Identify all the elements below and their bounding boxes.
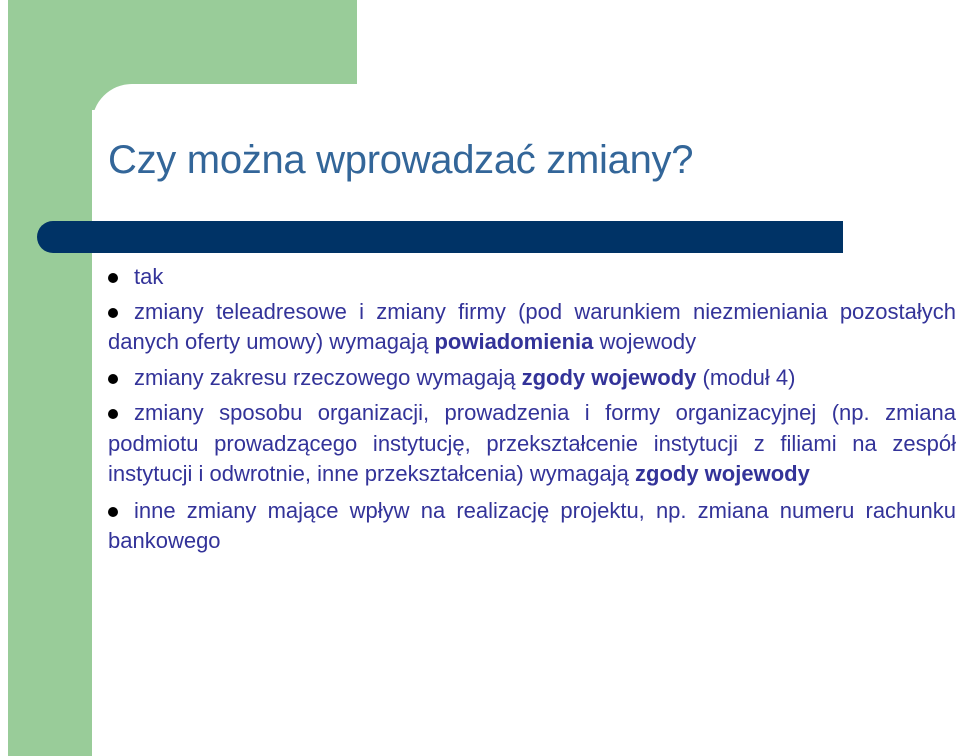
bullet-text: (moduł 4) bbox=[696, 364, 796, 390]
bullet-icon bbox=[108, 273, 118, 283]
bullet-text: zmiany sposobu organizacji, prowadzenia i formy organizacyjnej (np. zmiana podmiotu prowadzącego instytucję, przekształcenie instytucji z filiami na zespół instytucji i odwrotnie, inne przekształcenia) wymagają bbox=[108, 400, 956, 486]
bullet-text-bold: zgody wojewody bbox=[635, 461, 810, 486]
bullet-text: zmiany zakresu rzeczowego wymagają bbox=[134, 364, 522, 390]
bullet-item-organizacja bbox=[108, 398, 956, 490]
decor-green-left bbox=[8, 0, 92, 756]
bullet-item-zakres bbox=[108, 363, 956, 394]
slide-title: Czy można wprowadzać zmiany? bbox=[108, 138, 694, 182]
title-rule bbox=[37, 221, 843, 253]
bullet-item-inne bbox=[108, 496, 956, 557]
bullet-item-teleadresowe bbox=[108, 297, 956, 358]
bullet-text: inne zmiany mające wpływ na realizację projektu, np. zmiana numeru rachunku bankowego bbox=[108, 497, 956, 553]
bullet-icon bbox=[108, 409, 118, 419]
bullet-icon bbox=[108, 374, 118, 384]
bullet-list bbox=[108, 262, 956, 557]
bullet-text-bold: powiadomienia bbox=[434, 329, 594, 354]
bullet-text: tak bbox=[134, 264, 164, 289]
bullet-icon bbox=[108, 507, 118, 517]
bullet-text: wojewody bbox=[593, 329, 697, 354]
bullet-item-tak bbox=[108, 262, 956, 293]
bullet-text-bold: zgody wojewody bbox=[521, 364, 697, 390]
bullet-icon bbox=[108, 308, 118, 318]
bullet-text: zmiany teleadresowe i zmiany firmy (pod warunkiem niezmieniania pozostałych danych oferty umowy) wymagają bbox=[108, 298, 956, 354]
